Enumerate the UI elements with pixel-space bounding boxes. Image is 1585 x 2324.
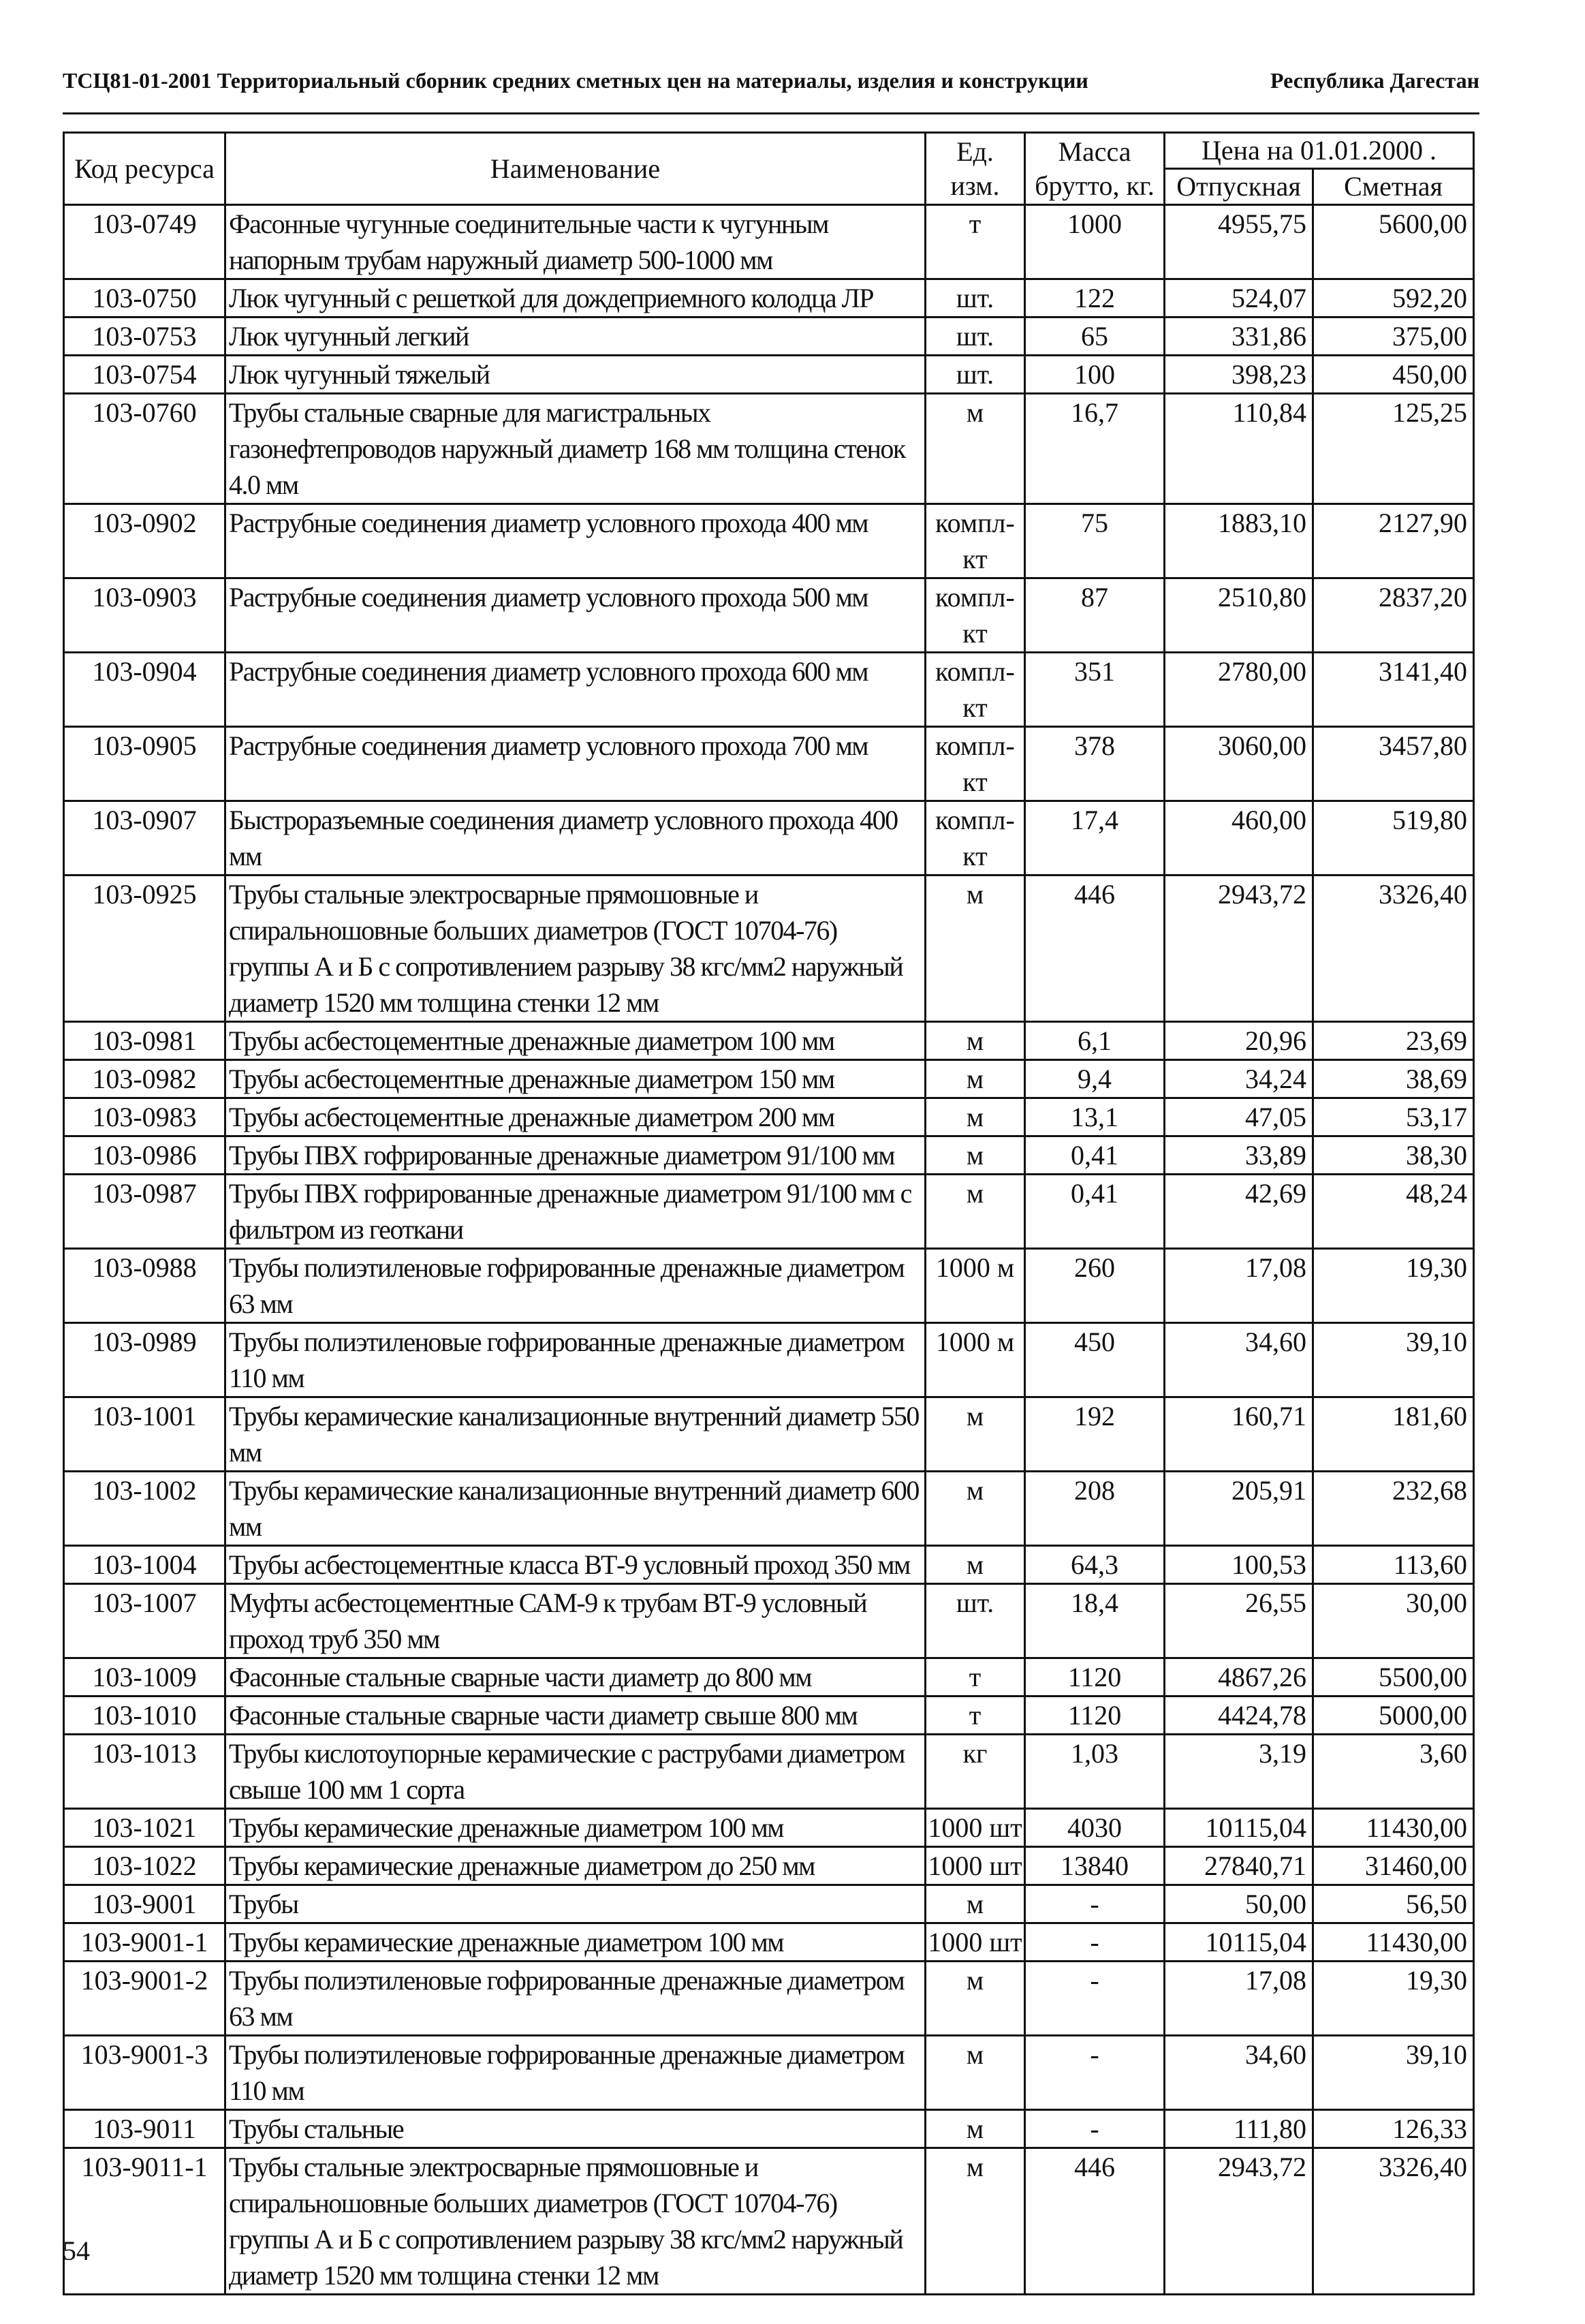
cell-retail: 110,84: [1165, 394, 1313, 504]
cell-unit: м: [926, 876, 1025, 1022]
cell-code: 103-1013: [64, 1735, 225, 1809]
table-row: [64, 504, 1474, 578]
cell-unit: м: [926, 1397, 1025, 1472]
cell-code: 103-0754: [64, 356, 225, 394]
cell-retail: 10115,04: [1165, 1809, 1313, 1847]
cell-mass: 0,41: [1025, 1136, 1165, 1175]
table-row: [64, 279, 1474, 317]
cell-mass: 208: [1025, 1472, 1165, 1546]
cell-mass: 450: [1025, 1323, 1165, 1397]
cell-name: Трубы стальные электросварные прямошовные и спиральношовные больших диаметров (ГОСТ 10704-76) группы А и Б с сопротивлением разрыву 38 кгс/мм2 наружный диаметр 1520 мм толщина стенки 12 мм: [225, 2148, 926, 2295]
cell-code: 103-9011: [64, 2110, 225, 2148]
cell-retail: 100,53: [1165, 1546, 1313, 1584]
header-code: Код ресурса: [64, 133, 225, 205]
cell-estimate: 3326,40: [1313, 2148, 1474, 2295]
cell-estimate: 375,00: [1313, 317, 1474, 356]
cell-mass: -: [1025, 2036, 1165, 2110]
cell-mass: 1120: [1025, 1696, 1165, 1735]
cell-name: Трубы стальные сварные для магистральных газонефтепроводов наружный диаметр 168 мм толщина стенок 4.0 мм: [225, 394, 926, 504]
table-row: [64, 1022, 1474, 1060]
cell-code: 103-0981: [64, 1022, 225, 1060]
cell-name: Фасонные стальные сварные части диаметр до 800 мм: [225, 1658, 926, 1696]
cell-mass: 1,03: [1025, 1735, 1165, 1809]
cell-estimate: 125,25: [1313, 394, 1474, 504]
cell-code: 103-1009: [64, 1658, 225, 1696]
cell-code: 103-0904: [64, 653, 225, 727]
table-row: [64, 1735, 1474, 1809]
cell-unit: компл-кт: [926, 727, 1025, 801]
cell-mass: 6,1: [1025, 1022, 1165, 1060]
cell-mass: 17,4: [1025, 801, 1165, 876]
cell-code: 103-0753: [64, 317, 225, 356]
cell-code: 103-1001: [64, 1397, 225, 1472]
cell-estimate: 519,80: [1313, 801, 1474, 876]
cell-unit: м: [926, 394, 1025, 504]
cell-estimate: 48,24: [1313, 1175, 1474, 1249]
cell-unit: 1000 шт: [926, 1847, 1025, 1885]
cell-retail: 398,23: [1165, 356, 1313, 394]
cell-unit: шт.: [926, 317, 1025, 356]
table-row: [64, 317, 1474, 356]
cell-code: 103-0749: [64, 205, 225, 279]
cell-retail: 2780,00: [1165, 653, 1313, 727]
cell-estimate: 31460,00: [1313, 1847, 1474, 1885]
cell-estimate: 11430,00: [1313, 1809, 1474, 1847]
cell-name: Трубы полиэтиленовые гофрированные дренажные диаметром 110 мм: [225, 1323, 926, 1397]
cell-estimate: 126,33: [1313, 2110, 1474, 2148]
cell-retail: 34,60: [1165, 2036, 1313, 2110]
cell-name: Трубы керамические канализационные внутренний диаметр 550 мм: [225, 1397, 926, 1472]
header-title: ТСЦ81-01-2001 Территориальный сборник средних сметных цен на материалы, изделия и конструкции: [63, 68, 1088, 93]
cell-code: 103-1010: [64, 1696, 225, 1735]
cell-mass: 65: [1025, 317, 1165, 356]
cell-estimate: 23,69: [1313, 1022, 1474, 1060]
cell-mass: 446: [1025, 876, 1165, 1022]
cell-name: Трубы полиэтиленовые гофрированные дренажные диаметром 110 мм: [225, 2036, 926, 2110]
page-header: [63, 68, 1479, 93]
cell-unit: м: [926, 1098, 1025, 1136]
cell-name: Трубы полиэтиленовые гофрированные дренажные диаметром 63 мм: [225, 1962, 926, 2036]
cell-unit: компл-кт: [926, 504, 1025, 578]
header-unit: Ед. изм.: [926, 133, 1025, 205]
table-row: [64, 1809, 1474, 1847]
cell-mass: 446: [1025, 2148, 1165, 2295]
cell-mass: 16,7: [1025, 394, 1165, 504]
table-row: [64, 1923, 1474, 1962]
cell-estimate: 5000,00: [1313, 1696, 1474, 1735]
cell-name: Люк чугунный тяжелый: [225, 356, 926, 394]
cell-code: 103-0907: [64, 801, 225, 876]
header-region: Республика Дагестан: [1270, 68, 1479, 93]
cell-retail: 1883,10: [1165, 504, 1313, 578]
table-row: [64, 876, 1474, 1022]
cell-estimate: 11430,00: [1313, 1923, 1474, 1962]
cell-name: Трубы керамические дренажные диаметром 100 мм: [225, 1923, 926, 1962]
cell-unit: 1000 м: [926, 1249, 1025, 1323]
price-table: [63, 131, 1475, 2295]
cell-name: Трубы керамические дренажные диаметром 100 мм: [225, 1809, 926, 1847]
cell-unit: м: [926, 2110, 1025, 2148]
table-body: [64, 205, 1474, 2295]
cell-code: 103-0903: [64, 578, 225, 653]
cell-retail: 10115,04: [1165, 1923, 1313, 1962]
cell-code: 103-9001-2: [64, 1962, 225, 2036]
cell-code: 103-0760: [64, 394, 225, 504]
header-mass: Масса брутто, кг.: [1025, 133, 1165, 205]
cell-unit: шт.: [926, 1584, 1025, 1658]
cell-mass: 13840: [1025, 1847, 1165, 1885]
cell-name: Трубы асбестоцементные дренажные диаметром 200 мм: [225, 1098, 926, 1136]
cell-estimate: 39,10: [1313, 2036, 1474, 2110]
cell-estimate: 3,60: [1313, 1735, 1474, 1809]
cell-unit: м: [926, 1060, 1025, 1098]
cell-unit: м: [926, 2148, 1025, 2295]
cell-unit: м: [926, 1546, 1025, 1584]
cell-estimate: 38,69: [1313, 1060, 1474, 1098]
table-row: [64, 1658, 1474, 1696]
cell-retail: 26,55: [1165, 1584, 1313, 1658]
cell-retail: 27840,71: [1165, 1847, 1313, 1885]
cell-retail: 34,60: [1165, 1323, 1313, 1397]
cell-code: 103-0987: [64, 1175, 225, 1249]
cell-name: Трубы асбестоцементные дренажные диаметром 100 мм: [225, 1022, 926, 1060]
table-row: [64, 1397, 1474, 1472]
cell-retail: 47,05: [1165, 1098, 1313, 1136]
cell-mass: 0,41: [1025, 1175, 1165, 1249]
cell-code: 103-0986: [64, 1136, 225, 1175]
cell-name: Люк чугунный легкий: [225, 317, 926, 356]
cell-estimate: 592,20: [1313, 279, 1474, 317]
table-row: [64, 1696, 1474, 1735]
cell-code: 103-0750: [64, 279, 225, 317]
cell-retail: 2510,80: [1165, 578, 1313, 653]
cell-code: 103-0982: [64, 1060, 225, 1098]
cell-name: Муфты асбестоцементные САМ-9 к трубам ВТ-9 условный проход труб 350 мм: [225, 1584, 926, 1658]
cell-code: 103-0925: [64, 876, 225, 1022]
cell-estimate: 3141,40: [1313, 653, 1474, 727]
cell-code: 103-1002: [64, 1472, 225, 1546]
cell-retail: 3060,00: [1165, 727, 1313, 801]
cell-name: Фасонные стальные сварные части диаметр свыше 800 мм: [225, 1696, 926, 1735]
cell-unit: м: [926, 1175, 1025, 1249]
table-header: [64, 133, 1474, 205]
cell-code: 103-1004: [64, 1546, 225, 1584]
cell-estimate: 232,68: [1313, 1472, 1474, 1546]
table-row: [64, 1847, 1474, 1885]
cell-retail: 2943,72: [1165, 876, 1313, 1022]
cell-unit: 1000 м: [926, 1323, 1025, 1397]
table-row: [64, 801, 1474, 876]
cell-code: 103-1022: [64, 1847, 225, 1885]
cell-mass: 13,1: [1025, 1098, 1165, 1136]
cell-mass: 192: [1025, 1397, 1165, 1472]
table-row: [64, 1546, 1474, 1584]
cell-name: Трубы: [225, 1885, 926, 1923]
cell-retail: 3,19: [1165, 1735, 1313, 1809]
cell-mass: 18,4: [1025, 1584, 1165, 1658]
header-name: Наименование: [225, 133, 926, 205]
table-row: [64, 2110, 1474, 2148]
table-row: [64, 1249, 1474, 1323]
cell-name: Люк чугунный с решеткой для дождеприемного колодца ЛР: [225, 279, 926, 317]
cell-code: 103-1007: [64, 1584, 225, 1658]
table-row: [64, 1885, 1474, 1923]
cell-name: Трубы стальные: [225, 2110, 926, 2148]
table-row: [64, 1136, 1474, 1175]
table-row: [64, 1060, 1474, 1098]
cell-retail: 160,71: [1165, 1397, 1313, 1472]
cell-retail: 205,91: [1165, 1472, 1313, 1546]
cell-mass: -: [1025, 2110, 1165, 2148]
cell-estimate: 19,30: [1313, 1962, 1474, 2036]
cell-name: Трубы асбестоцементные класса ВТ-9 условный проход 350 мм: [225, 1546, 926, 1584]
cell-code: 103-9011-1: [64, 2148, 225, 2295]
cell-estimate: 3326,40: [1313, 876, 1474, 1022]
cell-code: 103-9001: [64, 1885, 225, 1923]
cell-unit: т: [926, 205, 1025, 279]
cell-retail: 2943,72: [1165, 2148, 1313, 2295]
cell-code: 103-0989: [64, 1323, 225, 1397]
cell-retail: 20,96: [1165, 1022, 1313, 1060]
cell-unit: м: [926, 2036, 1025, 2110]
cell-mass: 100: [1025, 356, 1165, 394]
cell-code: 103-0902: [64, 504, 225, 578]
cell-code: 103-9001-3: [64, 2036, 225, 2110]
cell-unit: м: [926, 1962, 1025, 2036]
cell-unit: компл-кт: [926, 653, 1025, 727]
cell-mass: 9,4: [1025, 1060, 1165, 1098]
cell-retail: 34,24: [1165, 1060, 1313, 1098]
cell-unit: м: [926, 1472, 1025, 1546]
cell-mass: 64,3: [1025, 1546, 1165, 1584]
table-row: [64, 356, 1474, 394]
table-row: [64, 205, 1474, 279]
cell-unit: шт.: [926, 356, 1025, 394]
cell-estimate: 3457,80: [1313, 727, 1474, 801]
cell-retail: 17,08: [1165, 1962, 1313, 2036]
cell-mass: 122: [1025, 279, 1165, 317]
cell-unit: м: [926, 1885, 1025, 1923]
cell-unit: компл-кт: [926, 801, 1025, 876]
cell-mass: -: [1025, 1962, 1165, 2036]
cell-mass: -: [1025, 1923, 1165, 1962]
cell-estimate: 38,30: [1313, 1136, 1474, 1175]
table-row: [64, 653, 1474, 727]
header-estimate-price: Сметная: [1313, 169, 1474, 205]
cell-code: 103-9001-1: [64, 1923, 225, 1962]
cell-estimate: 19,30: [1313, 1249, 1474, 1323]
cell-code: 103-0983: [64, 1098, 225, 1136]
cell-name: Фасонные чугунные соединительные части к чугунным напорным трубам наружный диаметр 500-1000 мм: [225, 205, 926, 279]
table-row: [64, 727, 1474, 801]
cell-mass: 87: [1025, 578, 1165, 653]
table-row: [64, 1323, 1474, 1397]
cell-unit: м: [926, 1022, 1025, 1060]
cell-name: Раструбные соединения диаметр условного прохода 700 мм: [225, 727, 926, 801]
cell-estimate: 56,50: [1313, 1885, 1474, 1923]
cell-estimate: 450,00: [1313, 356, 1474, 394]
cell-retail: 4955,75: [1165, 205, 1313, 279]
cell-retail: 17,08: [1165, 1249, 1313, 1323]
table-row: [64, 1962, 1474, 2036]
cell-code: 103-1021: [64, 1809, 225, 1847]
cell-unit: кг: [926, 1735, 1025, 1809]
cell-name: Трубы стальные электросварные прямошовные и спиральношовные больших диаметров (ГОСТ 10704-76) группы А и Б с сопротивлением разрыву 38 кгс/мм2 наружный диаметр 1520 мм толщина стенки 12 мм: [225, 876, 926, 1022]
cell-mass: 1120: [1025, 1658, 1165, 1696]
cell-mass: 4030: [1025, 1809, 1165, 1847]
cell-estimate: 53,17: [1313, 1098, 1474, 1136]
cell-mass: -: [1025, 1885, 1165, 1923]
cell-unit: 1000 шт: [926, 1923, 1025, 1962]
cell-retail: 50,00: [1165, 1885, 1313, 1923]
cell-name: Быстроразъемные соединения диаметр условного прохода 400 мм: [225, 801, 926, 876]
cell-mass: 378: [1025, 727, 1165, 801]
cell-unit: т: [926, 1696, 1025, 1735]
cell-name: Трубы кислотоупорные керамические с раструбами диаметром свыше 100 мм 1 сорта: [225, 1735, 926, 1809]
cell-unit: 1000 шт: [926, 1809, 1025, 1847]
cell-mass: 260: [1025, 1249, 1165, 1323]
cell-mass: 1000: [1025, 205, 1165, 279]
table-row: [64, 394, 1474, 504]
table-row: [64, 1175, 1474, 1249]
header-price: Цена на 01.01.2000 .: [1165, 133, 1474, 169]
cell-estimate: 5500,00: [1313, 1658, 1474, 1696]
cell-retail: 331,86: [1165, 317, 1313, 356]
cell-retail: 33,89: [1165, 1136, 1313, 1175]
cell-code: 103-0988: [64, 1249, 225, 1323]
table-row: [64, 1584, 1474, 1658]
cell-retail: 4867,26: [1165, 1658, 1313, 1696]
table-row: [64, 2036, 1474, 2110]
cell-name: Трубы асбестоцементные дренажные диаметром 150 мм: [225, 1060, 926, 1098]
table-row: [64, 1472, 1474, 1546]
table-row: [64, 578, 1474, 653]
cell-estimate: 113,60: [1313, 1546, 1474, 1584]
cell-estimate: 181,60: [1313, 1397, 1474, 1472]
cell-retail: 42,69: [1165, 1175, 1313, 1249]
cell-mass: 75: [1025, 504, 1165, 578]
cell-estimate: 2127,90: [1313, 504, 1474, 578]
cell-estimate: 30,00: [1313, 1584, 1474, 1658]
cell-name: Трубы ПВХ гофрированные дренажные диаметром 91/100 мм с фильтром из геоткани: [225, 1175, 926, 1249]
cell-retail: 111,80: [1165, 2110, 1313, 2148]
table-row: [64, 2148, 1474, 2295]
page-number: 54: [63, 2235, 90, 2266]
table-row: [64, 1098, 1474, 1136]
header-retail-price: Отпускная: [1165, 169, 1313, 205]
cell-name: Раструбные соединения диаметр условного прохода 400 мм: [225, 504, 926, 578]
cell-retail: 524,07: [1165, 279, 1313, 317]
cell-mass: 351: [1025, 653, 1165, 727]
cell-retail: 460,00: [1165, 801, 1313, 876]
cell-name: Раструбные соединения диаметр условного прохода 600 мм: [225, 653, 926, 727]
cell-unit: шт.: [926, 279, 1025, 317]
cell-estimate: 39,10: [1313, 1323, 1474, 1397]
cell-estimate: 2837,20: [1313, 578, 1474, 653]
cell-name: Трубы полиэтиленовые гофрированные дренажные диаметром 63 мм: [225, 1249, 926, 1323]
cell-code: 103-0905: [64, 727, 225, 801]
cell-unit: компл-кт: [926, 578, 1025, 653]
cell-name: Раструбные соединения диаметр условного прохода 500 мм: [225, 578, 926, 653]
cell-estimate: 5600,00: [1313, 205, 1474, 279]
header-rule: [63, 112, 1479, 114]
cell-retail: 4424,78: [1165, 1696, 1313, 1735]
cell-name: Трубы керамические дренажные диаметром до 250 мм: [225, 1847, 926, 1885]
cell-name: Трубы керамические канализационные внутренний диаметр 600 мм: [225, 1472, 926, 1546]
cell-unit: т: [926, 1658, 1025, 1696]
cell-unit: м: [926, 1136, 1025, 1175]
cell-name: Трубы ПВХ гофрированные дренажные диаметром 91/100 мм: [225, 1136, 926, 1175]
